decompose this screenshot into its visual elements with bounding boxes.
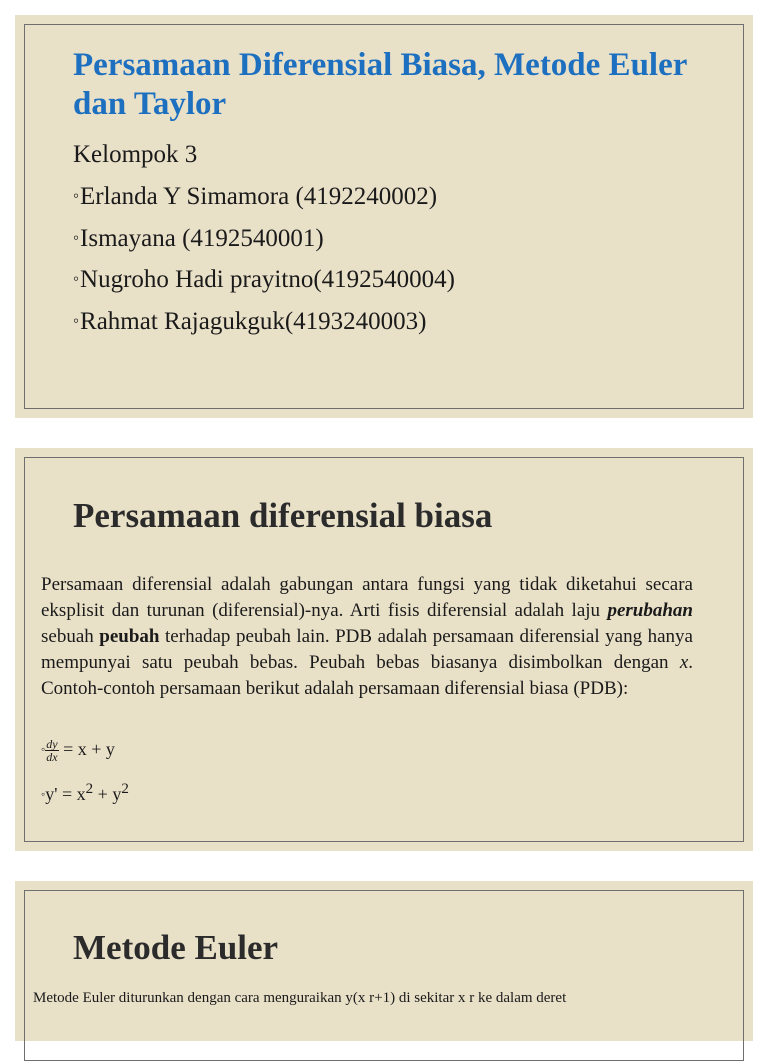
para-text: terhadap peubah lain. PDB adalah persamaan diferensial yang hanya mempunyai satu peubah bebas. Peubah bebas biasanya disimbolkan dengan bbox=[41, 626, 693, 673]
equation-rhs: = x + y bbox=[58, 739, 115, 759]
slide-pdb bbox=[15, 448, 753, 851]
fraction-denominator: dx bbox=[46, 750, 58, 765]
member-item bbox=[73, 181, 437, 212]
slide-border bbox=[24, 890, 744, 1061]
bullet-icon: ◦ bbox=[73, 311, 80, 330]
equation-1 bbox=[41, 738, 115, 763]
fraction bbox=[45, 738, 58, 763]
para-text: sebuah bbox=[41, 626, 100, 647]
slide-heading: Persamaan diferensial biasa bbox=[73, 496, 493, 535]
bullet-icon: ◦ bbox=[73, 186, 80, 205]
bullet-icon: ◦ bbox=[41, 787, 46, 801]
para-text: . Contoh-contoh persamaan berikut adalah persamaan diferensial biasa (PDB): bbox=[41, 652, 693, 699]
equation-2 bbox=[41, 778, 129, 805]
definition-paragraph bbox=[41, 572, 693, 702]
slide-euler bbox=[15, 881, 753, 1041]
para-emphasis: perubahan bbox=[607, 600, 693, 621]
equation-mid: + y bbox=[93, 784, 122, 804]
member-item bbox=[73, 223, 324, 254]
member-name: Ismayana (4192540001) bbox=[80, 225, 324, 252]
para-text: Persamaan diferensial adalah gabungan antara fungsi yang tidak diketahui secara eksplisit dan turunan (diferensial)-nya. Arti fisis diferensial adalah laju bbox=[41, 574, 693, 621]
slide-heading: Metode Euler bbox=[73, 928, 279, 967]
bullet-icon: ◦ bbox=[73, 269, 80, 288]
para-bold: peubah bbox=[99, 626, 160, 647]
bullet-icon: ◦ bbox=[73, 228, 80, 247]
member-name: Nugroho Hadi prayitno(4192540004) bbox=[80, 266, 455, 293]
slide-title-heading: Persamaan Diferensial Biasa, Metode Euler dan Taylor bbox=[73, 47, 687, 122]
bullet-icon: ◦ bbox=[41, 742, 46, 756]
member-item bbox=[73, 264, 455, 295]
slide-title bbox=[15, 15, 753, 418]
group-label: Kelompok 3 bbox=[73, 141, 198, 168]
exponent: 2 bbox=[121, 781, 129, 797]
member-name: Erlanda Y Simamora (4192240002) bbox=[80, 183, 438, 210]
exponent: 2 bbox=[85, 781, 94, 797]
para-variable: x bbox=[679, 652, 689, 673]
member-name: Rahmat Rajagukguk(4193240003) bbox=[80, 308, 427, 335]
equation-lhs: y' = x bbox=[45, 784, 86, 804]
euler-description: Metode Euler diturunkan dengan cara menguraikan y(x r+1) di sekitar x r ke dalam deret bbox=[33, 990, 567, 1006]
member-item bbox=[73, 306, 427, 337]
fraction-numerator: dy bbox=[46, 737, 58, 752]
